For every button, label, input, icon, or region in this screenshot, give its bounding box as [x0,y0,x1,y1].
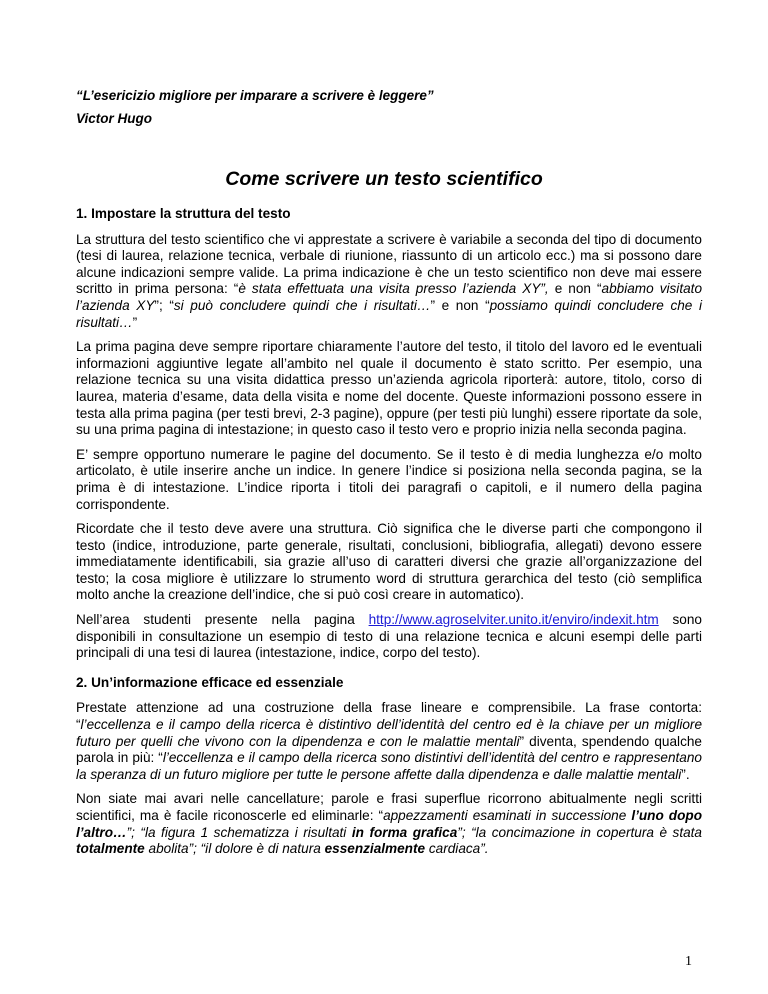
text-run: Non siate mai avari nelle cancellature; parole e frasi superflue ricorrono abitualmente negli scritti scientifici, ma è facile riconoscerle ed eliminarle: “ [76,791,702,823]
text-run: Prestate attenzione ad una costruzione della frase lineare e comprensibile. La frase contorta: “ [76,700,702,733]
epigraph-author: Victor Hugo [76,111,152,126]
text-run: ”; “ [154,297,174,313]
section-2-paragraph-2 [76,791,702,857]
text-run: ” [132,314,138,330]
bold-italic-run: in forma grafica [351,824,458,840]
italic-run: si può concludere quindi che i risultati… [173,297,431,313]
section-1-paragraph-1 [76,232,702,332]
italic-run: ”; “la figura 1 schematizza i risultati [126,824,352,840]
document-body [76,206,702,866]
agroselviter-link[interactable]: http://www.agroselviter.unito.it/enviro/indexit.htm [368,612,659,628]
italic-run: abbiamo visitato l’azienda XY [76,281,702,313]
epigraph [76,86,434,132]
italic-run: è stata effettuata una visita presso l’azienda XY”, [238,281,549,297]
section-1-paragraph-4: Ricordate che il testo deve avere una struttura. Ciò significa che le diverse parti che compongono il testo (indice, introduzione, parte generale, risultati, conclusioni, bibliografia, allegati) devono essere immediatamente identificabili, sia grazie all’uso di caratteri diversi che grazie all’organizzazione del testo; la cosa migliore è utilizzare lo strumento word di struttura gerarchica del testo (ciò semplifica molto anche la creazione dell’indice, che si può così creare in automatico). [76,521,702,603]
section-2-heading: 2. Un’informazione efficace ed essenziale [76,674,344,690]
italic-run: l’eccellenza e il campo della ricerca è distintivo dell’identità del centro ed è la chiave per un migliore futuro per quelli che vivono con la dipendenza e con le malattie mentali [76,717,702,749]
bold-italic-run: l’uno dopo l’altro… [76,808,703,840]
text-run: sono disponibili in consultazione un esempio di testo di una relazione tecnica e alcuni esempi delle parti principali di una tesi di laurea (intestazione, indice, corpo del testo). [76,612,702,661]
section-1-heading: 1. Impostare la struttura del testo [76,206,291,221]
document-title: Come scrivere un testo scientifico [225,168,543,190]
text-run: e non “ [548,281,602,297]
italic-run: l’eccellenza e il campo della ricerca sono distintivi dell’identità del centro e rappresentano la speranza di un futuro migliore per tutte le persone affette dalla dipendenza e dalle malattie mentali [76,750,702,782]
section-1-paragraph-5 [76,612,702,662]
text-run: Nell’area studenti presente nella pagina [76,612,369,628]
bold-italic-run: totalmente [76,841,145,857]
epigraph-quote: “L’esericizio migliore per imparare a scrivere è leggere” [76,88,434,103]
italic-run: ”; “la concimazione in copertura è stata [457,824,702,840]
page-number: 1 [685,954,692,969]
text-run: ” diventa, spendendo qualche parola in più: “ [76,733,702,766]
italic-run: abolita”; “il dolore è di natura [144,841,325,857]
text-run: La struttura del testo scientifico che vi apprestate a scrivere è variabile a seconda del tipo di documento (tesi di laurea, relazione tecnica, verbale di riunione, riassunto di un articolo ecc.) ma si possono dare alcune indicazioni sempre valide. La prima indicazione è che un testo scientifico non deve mai essere scritto in prima persona: “ [76,231,702,297]
section-1-paragraph-2: La prima pagina deve sempre riportare chiaramente l’autore del testo, il titolo del lavoro ed le eventuali informazioni aggiuntive legate all’ambito nel quale il documento è stato scritto. Per esempio, una relazione tecnica su una visita didattica presso un’azienda agricola riporterà: autore, titolo, corso di laurea, materia d’esame, data della visita e nome del docente. Queste informazioni possono essere in testa alla prima pagina (per testi brevi, 2-3 pagine), oppure (per testi più lunghi) essere riportate da sole, su una prima pagina di intestazione; in questo caso il testo vero e proprio inizia nella seconda pagina. [76,339,702,438]
italic-run: appezzamenti esaminati in successione [383,808,632,823]
section-2-paragraph-1 [76,700,702,783]
italic-run: cardiaca”. [425,841,489,857]
section-1-paragraph-3: E’ sempre opportuno numerare le pagine del documento. Se il testo è di media lunghezza e/o molto articolato, è utile inserire anche un indice. In genere l’indice si posiziona nella seconda pagina, se la prima è di intestazione. L’indice riporta i titoli dei paragrafi o capitoli, e il numero della pagina corrispondente. [76,446,702,512]
bold-italic-run: essenzialmente [324,841,426,857]
italic-run: possiamo quindi concludere che i risultati… [76,297,703,330]
text-run: ” e non “ [430,297,490,313]
text-run: ”. [681,766,690,782]
